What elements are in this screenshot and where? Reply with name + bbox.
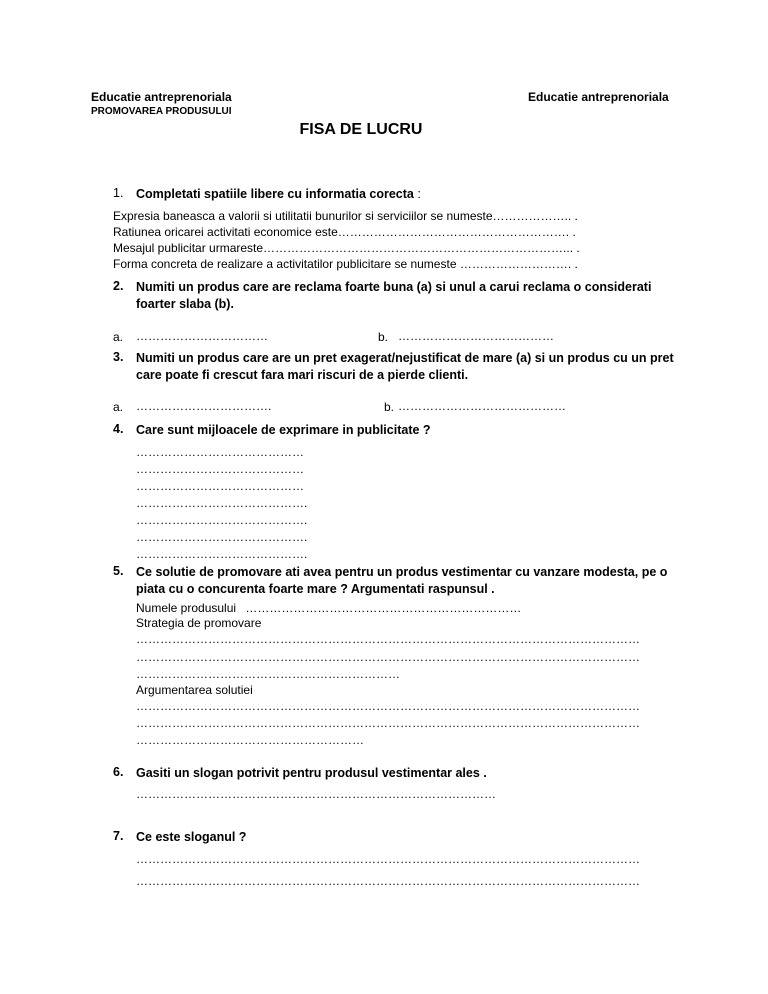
q5-strategy-line-1[interactable]: ……………………………………………………………………………………………………………… <box>136 632 640 646</box>
question-6-text: Gasiti un slogan potrivit pentru produsul vestimentar ales . <box>136 766 487 780</box>
question-1-suffix: : <box>413 187 421 201</box>
q4-answer-line-1[interactable]: …………………………………… <box>136 445 304 459</box>
q5-argument-label: Argumentarea solutiei <box>136 683 253 697</box>
q1-line-1[interactable]: Expresia baneasca a valorii si utilitatii bunurilor si serviciilor se numeste……………….. . <box>113 209 578 223</box>
question-4-number: 4. <box>113 422 124 436</box>
question-6-number: 6. <box>113 765 124 779</box>
header-right-title: Educatie antreprenoriala <box>528 90 669 104</box>
q5-argument-line-1[interactable]: ……………………………………………………………………………………………………………… <box>136 699 640 713</box>
q6-answer-line[interactable]: ……………………………………………………………………………… <box>136 787 496 801</box>
q5-argument-line-3[interactable]: ………………………………………………… <box>136 733 364 747</box>
q1-line-3[interactable]: Mesajul publicitar urmareste…………………………………………………………………... . <box>113 241 580 255</box>
q4-answer-line-4[interactable]: ……………………………………. <box>136 496 308 510</box>
q7-answer-line-2[interactable]: ……………………………………………………………………………………………………………… <box>136 874 640 888</box>
q1-line-2[interactable]: Ratiunea oricarei activitati economice este…………………………………………………. . <box>113 225 576 239</box>
header-left-subtitle: PROMOVAREA PRODUSULUI <box>91 106 232 117</box>
q3-b-label: b. <box>384 400 395 414</box>
q2-a-label: a. <box>113 330 124 344</box>
q2-a-answer-line[interactable]: …………………………… <box>136 329 268 343</box>
question-5-number: 5. <box>113 564 124 578</box>
q5-product-row <box>136 600 521 616</box>
q3-b-answer-line[interactable]: …………………………………… <box>398 399 566 413</box>
q5-strategy-label: Strategia de promovare <box>136 616 262 630</box>
question-1-number: 1. <box>113 186 124 200</box>
q4-answer-line-5[interactable]: ……………………………………. <box>136 513 308 527</box>
q5-argument-line-2[interactable]: ……………………………………………………………………………………………………………… <box>136 716 640 730</box>
q4-answer-line-2[interactable]: …………………………………… <box>136 462 304 476</box>
question-3-number: 3. <box>113 350 124 364</box>
q4-answer-line-3[interactable]: …………………………………… <box>136 479 304 493</box>
q2-b-label: b. <box>378 330 389 344</box>
question-1-text <box>136 186 676 203</box>
question-4-text: Care sunt mijloacele de exprimare in publicitate ? <box>136 423 431 437</box>
q1-line-4[interactable]: Forma concreta de realizare a activitatilor publicitare se numeste ………………………. . <box>113 257 578 271</box>
q5-product-answer-line[interactable]: …………………………………………………………… <box>245 601 522 615</box>
question-7-number: 7. <box>113 829 124 843</box>
q5-product-label: Numele produsului <box>136 601 237 615</box>
q5-strategy-line-3[interactable]: ………………………………………………………… <box>136 667 400 681</box>
question-7-text: Ce este sloganul ? <box>136 830 247 844</box>
q5-strategy-line-2[interactable]: ……………………………………………………………………………………………………………… <box>136 650 640 664</box>
question-2-number: 2. <box>113 279 124 293</box>
q3-a-label: a. <box>113 400 124 414</box>
q3-a-answer-line[interactable]: ……………………………. <box>136 399 272 413</box>
question-1-label: Completati spatiile libere cu informatia corecta <box>136 187 414 201</box>
question-3-text: Numiti un produs care are un pret exagerat/nejustificat de mare (a) si un produs cu un pret care poate fi crescut fara mari riscuri de a pierde clienti. <box>136 351 674 382</box>
q7-answer-line-1[interactable]: ……………………………………………………………………………………………………………… <box>136 852 640 866</box>
header-left-title: Educatie antreprenoriala <box>91 90 232 104</box>
document-title: FISA DE LUCRU <box>299 121 423 138</box>
question-2-text: Numiti un produs care are reclama foarte buna (a) si unul a carui reclama o considerati foarter slaba (b). <box>136 280 652 311</box>
q4-answer-line-6[interactable]: ……………………………………. <box>136 530 308 544</box>
q4-answer-line-7[interactable]: ……………………………………. <box>136 547 308 561</box>
question-5-text: Ce solutie de promovare ati avea pentru un produs vestimentar cu vanzare modesta, pe o piata cu o concurenta foarte mare ? Argumentati raspunsul . <box>136 565 668 596</box>
q2-b-answer-line[interactable]: ………………………………… <box>398 329 554 343</box>
